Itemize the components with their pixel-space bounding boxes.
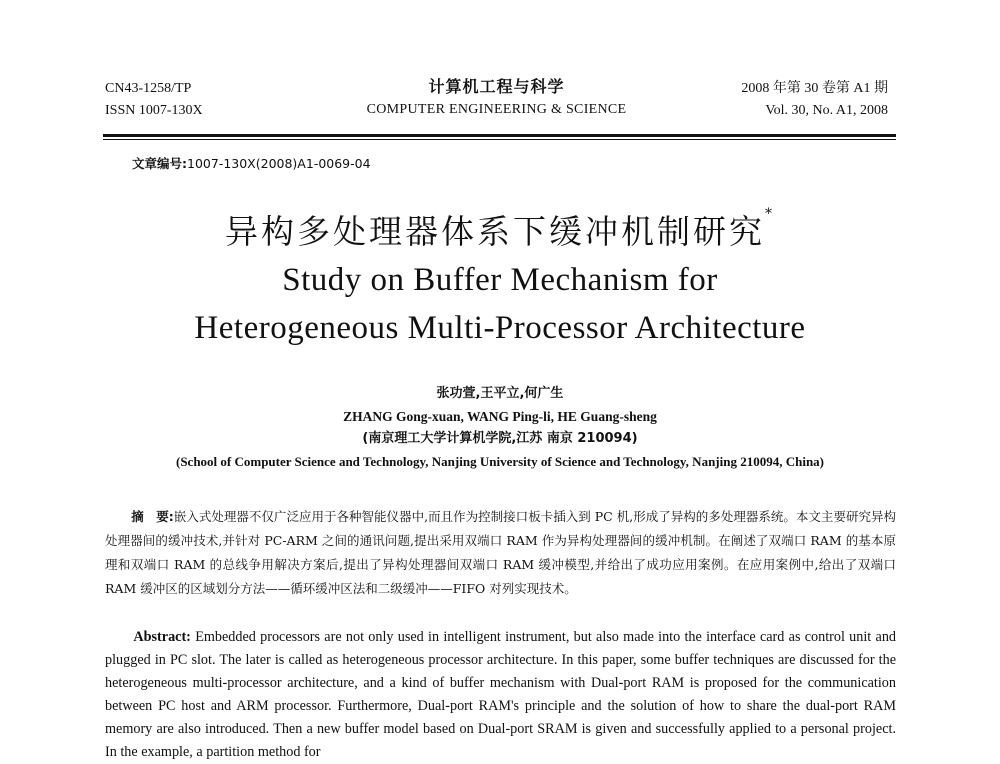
paper-title-cn-text: 异构多处理器体系下缓冲机制研究 bbox=[225, 212, 765, 251]
abstract-en bbox=[105, 626, 896, 764]
authors-block bbox=[0, 382, 1000, 473]
journal-title-cn: 计算机工程与科学 bbox=[428, 77, 565, 96]
title-footnote-marker: * bbox=[765, 206, 775, 222]
issue-en: Vol. 30, No. A1, 2008 bbox=[765, 103, 888, 118]
abstract-en-text: Embedded processors are not only used in intelligent instrument, but also made into the interface card as control unit and plugged in PC slot. The later is called as heterogeneous processor architecture. In this paper, some buffer techniques are discussed for the heterogeneous multi-processor architecture, and a kind of buffer mechanism with Dual-port RAM is proposed for the communication between PC host and ARM processor. Furthermore, Dual-port RAM's principle and the solution of how to share the dual-port RAM memory are also introduced. Then a new buffer model based on Dual-port SRAM is given and successfully applied to a personal project. In the example, a partition method for bbox=[105, 629, 897, 760]
affiliation-cn: (南京理工大学计算机学院,江苏 南京 210094) bbox=[362, 431, 638, 446]
abstract-cn-label: 摘 要: bbox=[131, 509, 174, 524]
abstract-cn bbox=[105, 505, 896, 601]
paper-title-en bbox=[0, 256, 1000, 352]
header-rule-thick bbox=[103, 134, 896, 137]
affiliation-en: (School of Computer Science and Technology, Nanjing University of Science and Technology, Nanjing 210094, China) bbox=[175, 454, 825, 469]
header-rule-thin bbox=[103, 139, 896, 140]
abstract-cn-text: 嵌入式处理器不仅广泛应用于各种智能仪器中,而且作为控制接口板卡插入到 PC 机,形成了异构的多处理器系统。本文主要研究异构处理器间的缓冲技术,并针对 PC-ARM 之间的通讯问题,提出采用双端口 RAM 作为异构处理器间的缓冲机制。在阐述了双端口 RAM 的基本原理和双端口 RAM 的总线争用解决方案后,提出了异构处理器间双端口 RAM 缓冲模型,并给出了成功应用案例。在应用案例中,给出了双端口 RAM 缓冲区的区域划分方法——循环缓冲区法和二级缓冲——FIFO 对列实现技术。 bbox=[105, 509, 897, 596]
paper-title-en-line1: Study on Buffer Mechanism for bbox=[282, 262, 718, 298]
authors-en: ZHANG Gong-xuan, WANG Ping-li, HE Guang-sheng bbox=[343, 409, 657, 424]
cn-code: CN43-1258/TP bbox=[105, 81, 192, 96]
header-right bbox=[741, 78, 888, 122]
paper-title-en-line2: Heterogeneous Multi-Processor Architecture bbox=[194, 310, 806, 346]
journal-title-en: COMPUTER ENGINEERING & SCIENCE bbox=[366, 102, 627, 117]
article-number bbox=[132, 154, 371, 172]
article-number-label: 文章编号: bbox=[132, 156, 187, 171]
paper-title-cn bbox=[0, 206, 1000, 253]
issue-cn: 2008 年第 30 卷第 A1 期 bbox=[741, 81, 888, 96]
authors-cn: 张功萱,王平立,何广生 bbox=[436, 386, 564, 401]
article-number-value: 1007-130X(2008)A1-0069-04 bbox=[187, 156, 371, 171]
issn: ISSN 1007-130X bbox=[105, 103, 203, 118]
abstract-en-label: Abstract: bbox=[133, 629, 191, 645]
journal-header bbox=[105, 72, 888, 124]
